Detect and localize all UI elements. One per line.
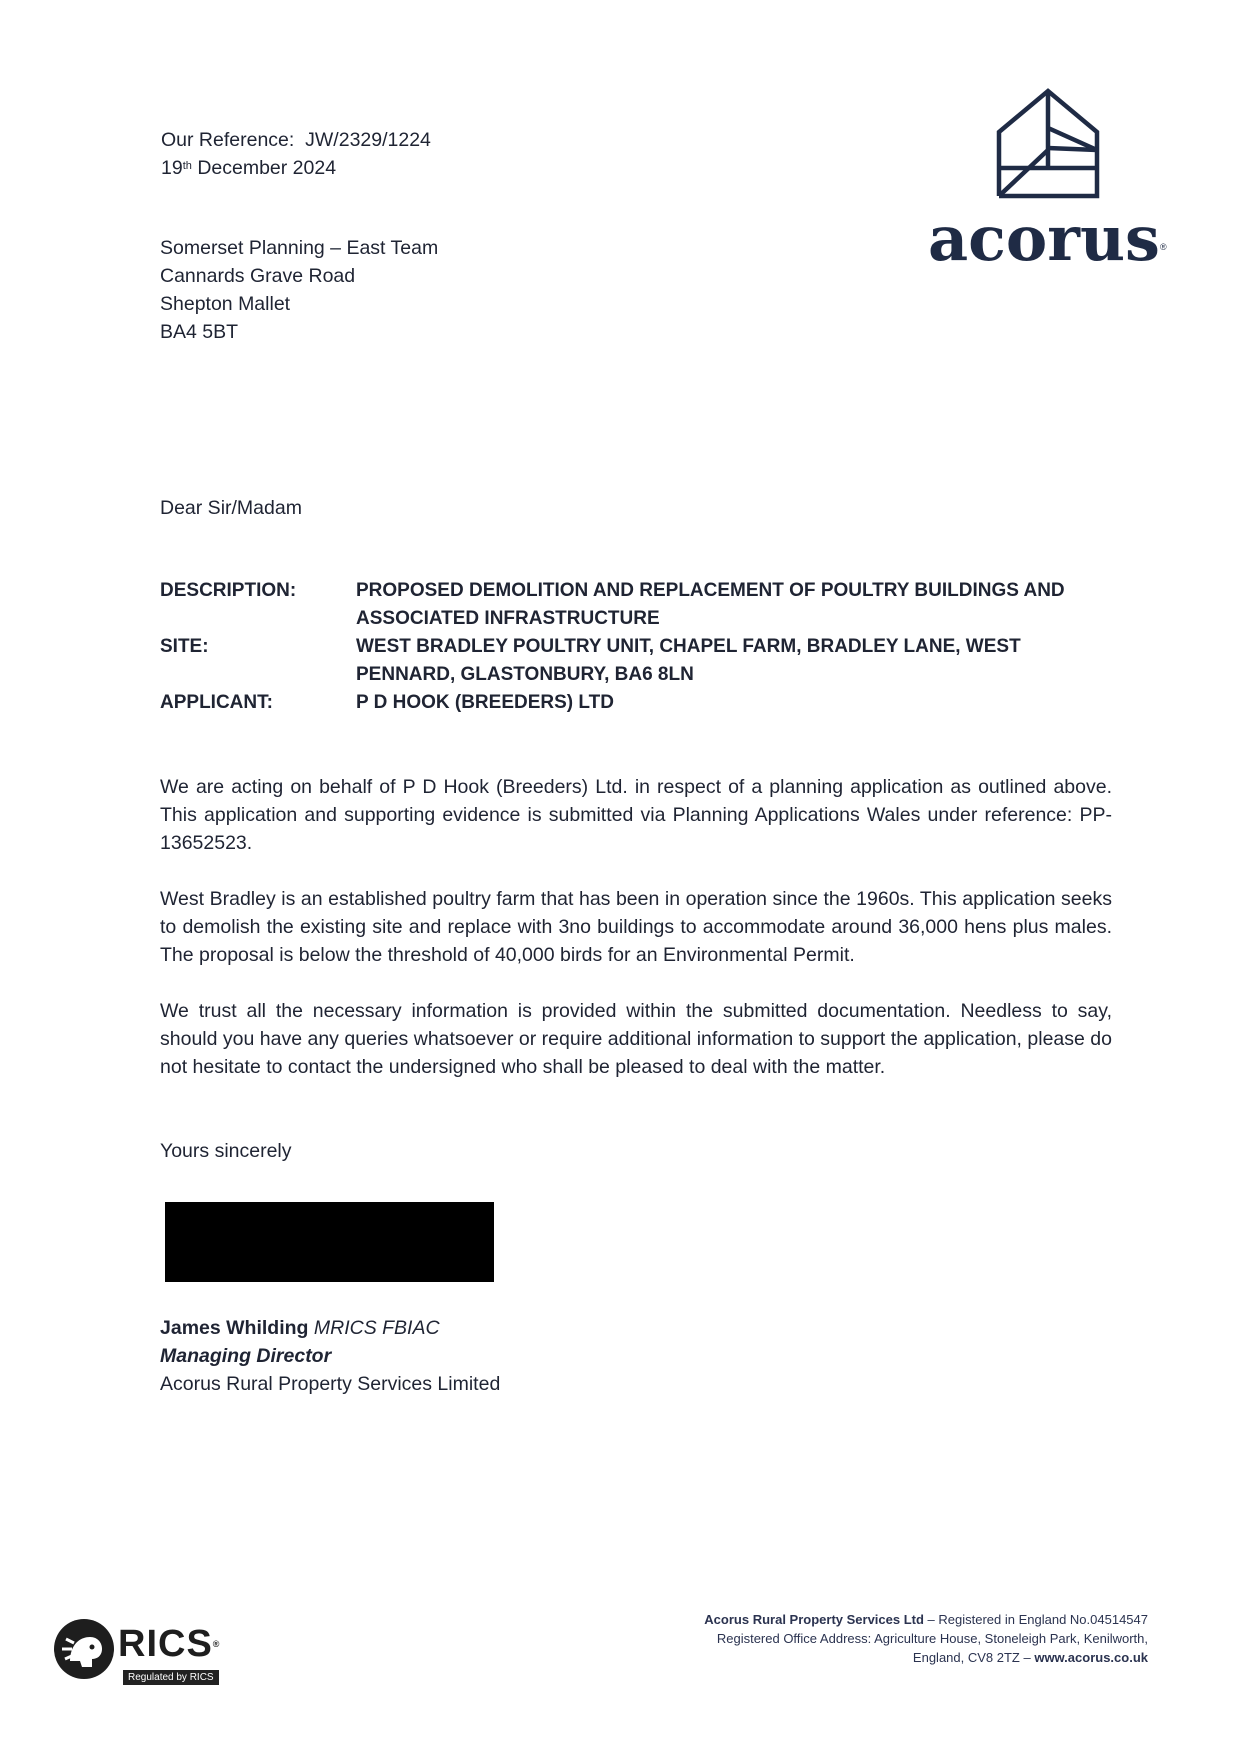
address-line: Somerset Planning – East Team [160,237,439,259]
body-paragraph: West Bradley is an established poultry farm that has been in operation since the 1960s. This application seeks to demolish the existing site and replace with 3no buildings to accommodate around 36,000 hens plus males. The proposal is below the threshold of 40,000 birds for an Environmental Permit. [160,888,1112,966]
acorus-wordmark: acorus® [928,202,1167,275]
detail-label: APPLICANT: [160,692,273,713]
footer-website-link[interactable]: www.acorus.co.uk [1034,1650,1148,1665]
detail-value: WEST BRADLEY POULTRY UNIT, CHAPEL FARM, BRADLEY LANE, WEST PENNARD, GLASTONBURY, BA6 8LN [356,636,1021,685]
reference-label: Our Reference: [161,129,295,151]
signatory-block [160,1314,500,1398]
rics-lion-icon [52,1617,116,1681]
reference-value: JW/2329/1224 [305,129,431,151]
signatory-qualifications: MRICS FBIAC [313,1317,440,1339]
redacted-signature [165,1202,494,1282]
detail-label: DESCRIPTION: [160,580,297,601]
address-line: Shepton Mallet [160,293,291,315]
detail-row-applicant [160,689,1120,717]
rics-wordmark: RICS® [118,1623,221,1665]
detail-value: P D HOOK (BREEDERS) LTD [356,692,614,713]
address-line: Cannards Grave Road [160,265,356,287]
recipient-address [160,234,438,346]
footer-line-3: England, CV8 2TZ – www.acorus.co.uk [912,1650,1148,1665]
application-details [160,577,1120,717]
detail-row-description [160,577,1120,633]
acorus-house-logo-icon [996,88,1100,200]
footer-company: Acorus Rural Property Services Ltd [704,1612,924,1627]
address-line: BA4 5BT [160,321,239,343]
signatory-role: Managing Director [160,1345,332,1367]
footer-line-1 [704,1610,1148,1629]
company-footer [704,1610,1148,1667]
detail-label: SITE: [160,636,209,657]
letter-date: 19th December 2024 [161,157,337,179]
closing: Yours sincerely [160,1140,292,1162]
detail-row-site [160,633,1120,689]
body-paragraph: We trust all the necessary information is provided within the submitted documentation. Needless to say, should you have any queries whatsoever or require additional information to support the application, please do not hesitate to contact the undersigned who shall be pleased to deal with the matter. [160,1000,1112,1078]
signatory-name: James Whilding [160,1317,309,1339]
rics-regulated-badge: Regulated by RICS [123,1670,219,1685]
body-paragraph: We are acting on behalf of P D Hook (Breeders) Ltd. in respect of a planning application as outlined above. This application and supporting evidence is submitted via Planning Applications Wales under reference: PP-13652523. [160,776,1112,854]
signatory-company: Acorus Rural Property Services Limited [160,1373,501,1395]
detail-value: PROPOSED DEMOLITION AND REPLACEMENT OF POULTRY BUILDINGS AND ASSOCIATED INFRASTRUCTURE [356,580,1065,629]
reference-line [161,126,431,154]
salutation: Dear Sir/Madam [160,497,302,519]
footer-registration: – Registered in England No.04514547 [923,1612,1148,1627]
footer-office: Registered Office Address: Agriculture House, Stoneleigh Park, Kenilworth, [716,1631,1148,1646]
signatory-name-line [160,1314,500,1342]
